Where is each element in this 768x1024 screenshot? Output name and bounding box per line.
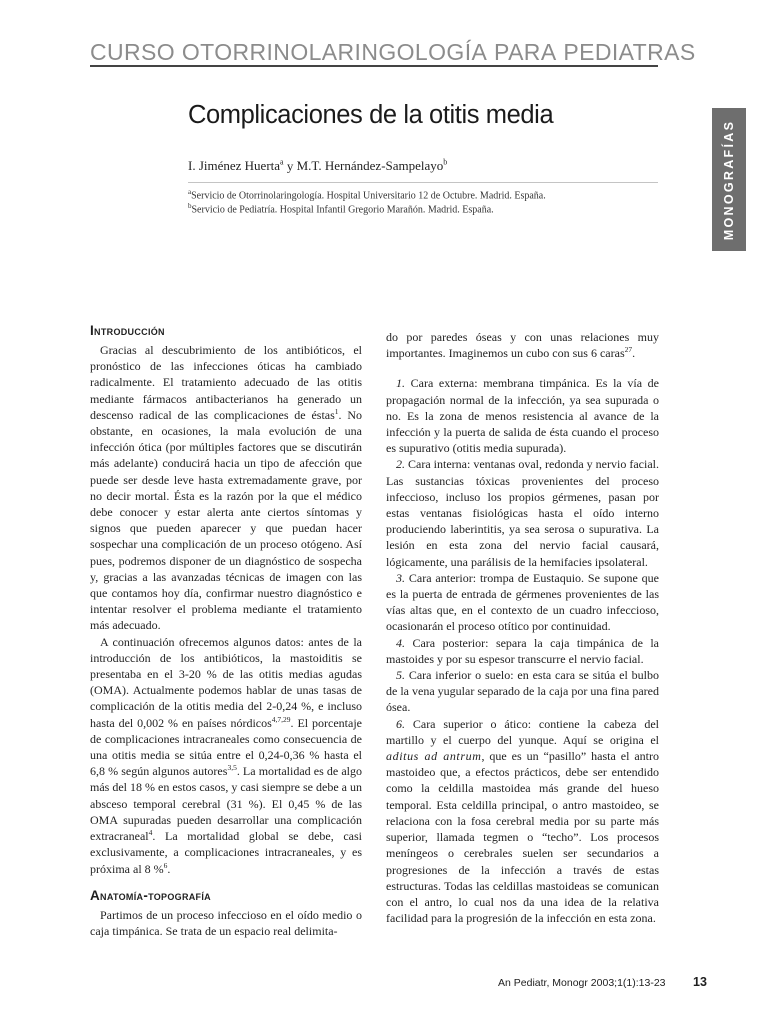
- journal-word: PARA: [494, 39, 557, 65]
- section-heading-anatomia: Anatomía-topografía: [90, 887, 211, 903]
- list-item: 4. Cara posterior: separa la caja timpánica de la mastoides y por su espesor transcurre el nervio facial.: [386, 635, 660, 666]
- section-heading-introduccion: Introducción: [90, 323, 165, 338]
- author: M.T. Hernández-Sampelayo$^b$: [296, 158, 448, 174]
- journal-word: OTORRINOLARINGOLOGÍA: [181, 39, 488, 65]
- article-title: Complicaciones de la otitis media: [188, 101, 554, 129]
- journal-name: [90, 39, 696, 66]
- article-authors: I. Jiménez Huerta$^a$ y M.T. Hernández-Sampelayo$^b$: [188, 158, 448, 174]
- right-column: [386, 329, 659, 926]
- list-item: 2. Cara interna: ventanas oval, redonda y nervio facial. Las sustancias tóxicas provenientes del proceso infeccioso, incluso los propios gérmenes, pasan por estas ventanas fisiológicas hasta el oído interno produciendo laberintitis, ya sea serosa o supurativa. La lesión en esta zona del nervio facial causará, lógicamente, una parálisis de la hemifacies ipsolateral.: [386, 457, 659, 569]
- journal-word: CURSO: [90, 39, 176, 65]
- list-item: 5. Cara inferior o suelo: en esta cara se sitúa el bulbo de la vena yugular separado de la caja por una fina pared ósea.: [386, 668, 659, 715]
- section-tab-label: MONOGRAFÍAS: [722, 119, 736, 240]
- paragraph: Gracias al descubrimiento de los antibióticos, el pronóstico de las infecciones óticas ha cambiado radicalmente. El tratamiento adecuado de las otitis mediante fármacos antibacterianos ha generado un descenso radical de las complicaciones de éstas$^1$. No obstante, en ocasiones, la mala evolución de una infección ótica (por múltiples factores que se discutirán más adelante) conducirá hacia un tipo de afección que puede ser desde leve hasta extremadamente grave, por no decir mortal. Ésta es la razón por la que el médico debe conocer y estar alerta ante ciertos síntomas y signos que pueden aparecer y que puedan hacer sospechar una complicación de un proceso otógeno. Así pues, podremos disponer de un diagnóstico de sospecha y, gracias a las avanzadas técnicas de imagen con las que contamos hoy día, confirmar nuestro diagnóstico e intentar resolver el problema mediante el tratamiento más adecuado.: [90, 343, 363, 633]
- header-rule: [90, 65, 658, 67]
- section-tab: [712, 108, 746, 251]
- list-item: 1. Cara externa: membrana timpánica. Es la vía de propagación normal de la infección, ya sea supurada o no. Es la zona de menos resistencia al avance de la infección y la puerta de salida de ésta cuando el proceso es supurativo (otitis media supurada).: [386, 376, 659, 456]
- list-item: 6. Cara superior o ático: contiene la cabeza del martillo y el cuerpo del yunque. Aquí se origina el aditus ad antrum, que es un “pasillo” hasta el antro mastoideo que, a efectos prácticos, debe ser entendido como la celdilla mastoidea más grande del hueso temporal. Esta celdilla principal, o antro mastoideo, se relaciona con la fosa cerebral media por su parte más superior, llamada tegmen o “techo”. Los procesos meníngeos o cerebrales suelen ser secundarios a progresiones de la infección a través de estas estructuras. Todas las celdillas mastoideas se comunican con el antro, lo cual nos da una idea de la relativa facilidad para la progresión de la infección en esta zona.: [386, 716, 660, 926]
- journal-word: PEDIATRAS: [563, 39, 696, 65]
- left-column: [90, 322, 362, 939]
- paragraph: A continuación ofrecemos algunos datos: antes de la introducción de los antibióticos, la mastoiditis se presentaba en el 3-20 % de las otitis medias agudas (OMA). Actualmente podemos hablar de unas tasas de complicación de la otitis media del 2-0,24 %, e incluso hasta del 0,002 % en países nórdicos$^{4,7,29}$. El porcentaje de complicaciones intracraneales como consecuencia de una otitis media se sitúa entre el 0,24-0,36 % hasta el 6,8 % según algunos autores$^{3,5}$. La mortalidad es de algo más del 18 % en estos casos, y casi siempre se debe a un absceso temporal cerebral (31 %). El 0,45 % de las OMA supuradas pueden desarrollar una complicación extracraneal$^4$. La mortalidad global se debe, casi exclusivamente, a complicaciones intracraneales, y es próxima al 8 %$^6$.: [90, 634, 362, 876]
- affiliation: $^b$Servicio de Pediatría. Hospital Infantil Gregorio Marañón. Madrid. España.: [188, 202, 494, 216]
- paragraph: do por paredes óseas y con unas relaciones muy importantes. Imaginemos un cubo con sus 6 caras$^{27}$.: [386, 330, 659, 361]
- footer-citation: An Pediatr, Monogr 2003;1(1):13-23: [498, 977, 666, 989]
- page-number: 13: [693, 975, 707, 989]
- affiliation: $^a$Servicio de Otorrinolaringología. Hospital Universitario 12 de Octubre. Madrid. España.: [188, 188, 546, 202]
- paragraph: Partimos de un proceso infeccioso en el oído medio o caja timpánica. Se trata de un espacio real delimita-: [90, 907, 362, 938]
- title-divider: [188, 182, 658, 183]
- author: I. Jiménez Huerta$^a$: [188, 158, 284, 174]
- list-item: 3. Cara anterior: trompa de Eustaquio. Se supone que es la puerta de entrada de gérmenes provenientes de las vías altas que, en el contexto de un cuadro infeccioso, ocasionarán el proceso otítico por continuidad.: [386, 570, 660, 634]
